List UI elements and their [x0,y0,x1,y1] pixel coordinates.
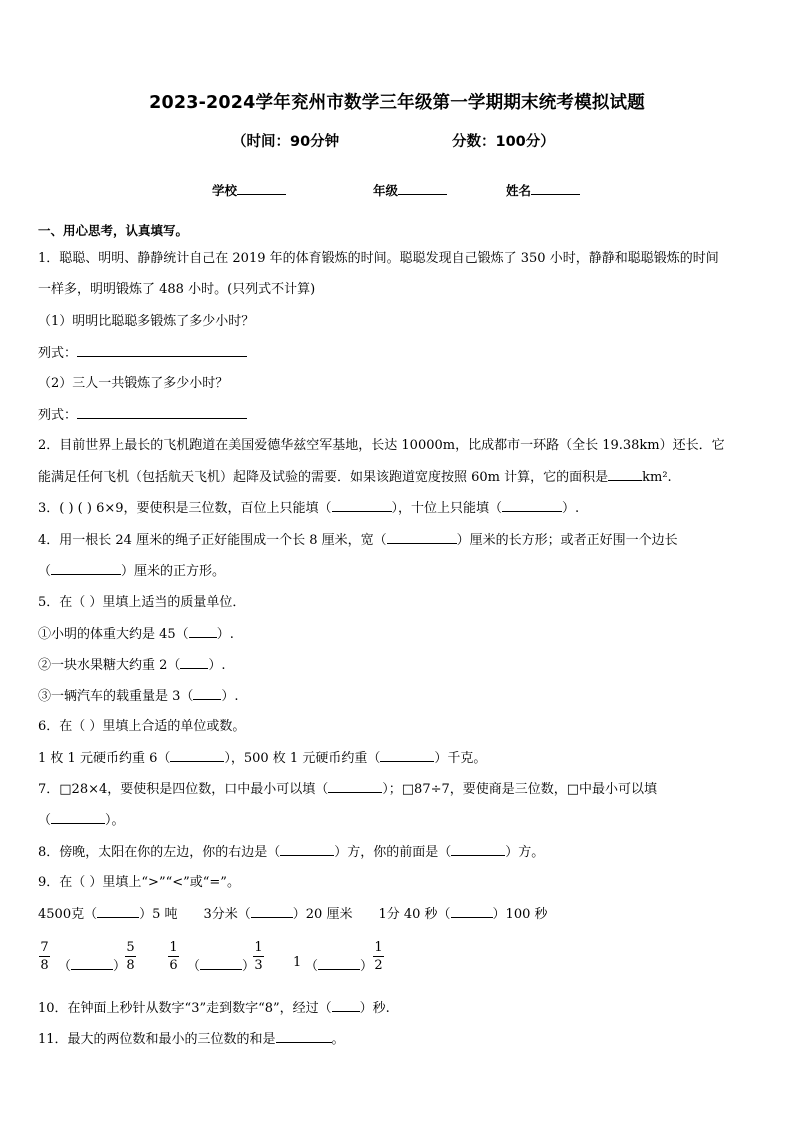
q9-line2: 4500克（ ）5 吨 3分米（ ）20 厘米 1分 40 秒（ ）100 秒 [38,907,548,922]
q5-line1: 5．在（ ）里填上适当的质量单位． [38,595,246,610]
answer-blank[interactable] [193,687,221,700]
q1-sub2: （2）三人一共锻炼了多少小时？ [38,376,229,391]
q7-line2: （ ）。 [38,813,125,828]
answer-blank[interactable] [451,843,505,856]
name-label: 姓名 [506,183,532,198]
school-field[interactable] [212,181,286,199]
answer-blank[interactable] [170,749,224,762]
answer-blank[interactable] [77,344,247,357]
answer-blank[interactable] [97,905,139,918]
answer-blank[interactable] [332,499,392,512]
q6-line1: 6．在（ ）里填上合适的单位或数。 [38,719,246,734]
q5-c: ③一辆汽车的载重量是 3（ ）. [38,689,239,704]
compare-blank[interactable]: （ ） [187,959,256,974]
answer-blank[interactable] [318,957,360,970]
q8-line: 8．傍晚，太阳在你的左边，你的右边是（ ）方，你的前面是（ ）方。 [38,845,545,860]
answer-blank[interactable] [180,656,208,669]
q6-line2: 1 枚 1 元硬币约重 6（ ），500 枚 1 元硬币约重（ ）千克。 [38,751,487,766]
name-field[interactable] [506,181,580,199]
grade-blank[interactable] [398,181,447,195]
q2-line1: 2．目前世界上最长的飞机跑道在美国爱德华兹空军基地，长达 10000m，比成都市一环路（全长 19.38km）还长．它 [38,438,725,453]
q1-line2: 一样多，明明锻炼了 488 小时。(只列式不计算) [38,282,316,297]
compare-blank[interactable]: （ ） [58,959,127,974]
answer-blank[interactable] [51,562,121,575]
q5-b: ②一块水果糖大约重 2（ ）. [38,658,226,673]
whole-number: 1 [293,955,302,970]
grade-field[interactable] [373,181,447,199]
answer-blank[interactable] [200,957,242,970]
q1-answer2 [38,406,247,425]
q5-a: ①小明的体重大约是 45（ ）. [38,627,234,642]
answer-blank[interactable] [328,780,382,793]
q2-line2: 能满足任何飞机（包括航天飞机）起降及试验的需要．如果该跑道宽度按照 60m 计算，它的面积是 km². [38,470,672,485]
compare-blank[interactable]: （ ） [305,959,374,974]
exam-score: 分数：100分） [452,134,555,150]
section-heading: 一、用心思考，认真填写。 [38,223,189,238]
q1-answer1 [38,344,247,363]
answer-blank[interactable] [608,468,642,481]
page-title: 2023-2024学年兖州市数学三年级第一学期期末统考模拟试题 [149,93,645,113]
answer-blank[interactable] [276,1030,332,1043]
q4-line2: （ ）厘米的正方形。 [38,564,226,579]
formula-label: 列式： [38,346,78,361]
q1-line1: 1．聪聪、明明、静静统计自己在 2019 年的体育锻炼的时间。聪聪发现自己锻炼了 350 小时，静静和聪聪锻炼的时间 [38,251,719,266]
answer-blank[interactable] [387,531,457,544]
fraction: 1 6 [169,940,178,973]
formula-label: 列式： [38,408,78,423]
school-label: 学校 [212,183,238,198]
answer-blank[interactable] [451,905,493,918]
answer-blank[interactable] [51,811,105,824]
q10-line: 10．在钟面上秒针从数字“3”走到数字“8”，经过（ ）秒. [38,1001,390,1016]
q11-line: 11．最大的两位数和最小的三位数的和是 。 [38,1032,345,1047]
exam-time: （时间：90分钟 [232,134,340,150]
fraction: 1 3 [254,940,263,973]
q4-line1: 4．用一根长 24 厘米的绳子正好能围成一个长 8 厘米，宽（ ）厘米的长方形；或者正好围一个边长 [38,533,678,548]
q3-line: 3．( ) ( ) 6×9，要使积是三位数，百位上只能填（ ），十位上只能填（ ）. [38,501,580,516]
answer-blank[interactable] [189,625,217,638]
answer-blank[interactable] [77,406,247,419]
answer-blank[interactable] [332,999,360,1012]
answer-blank[interactable] [502,499,562,512]
grade-label: 年级 [373,183,399,198]
school-blank[interactable] [237,181,286,195]
answer-blank[interactable] [280,843,334,856]
q1-sub1: （1）明明比聪聪多锻炼了多少小时？ [38,314,255,329]
answer-blank[interactable] [71,957,113,970]
answer-blank[interactable] [251,905,293,918]
q9-line1: 9．在（ ）里填上“>”“<”或“=”。 [38,875,240,890]
q7-line1: 7．□28×4，要使积是四位数，口中最小可以填（ ）；□87÷7，要使商是三位数，□中最小可以填 [38,782,658,797]
name-blank[interactable] [531,181,580,195]
fraction: 7 8 [40,940,49,973]
answer-blank[interactable] [380,749,434,762]
fraction: 1 2 [374,940,383,973]
fraction: 5 8 [126,940,135,973]
